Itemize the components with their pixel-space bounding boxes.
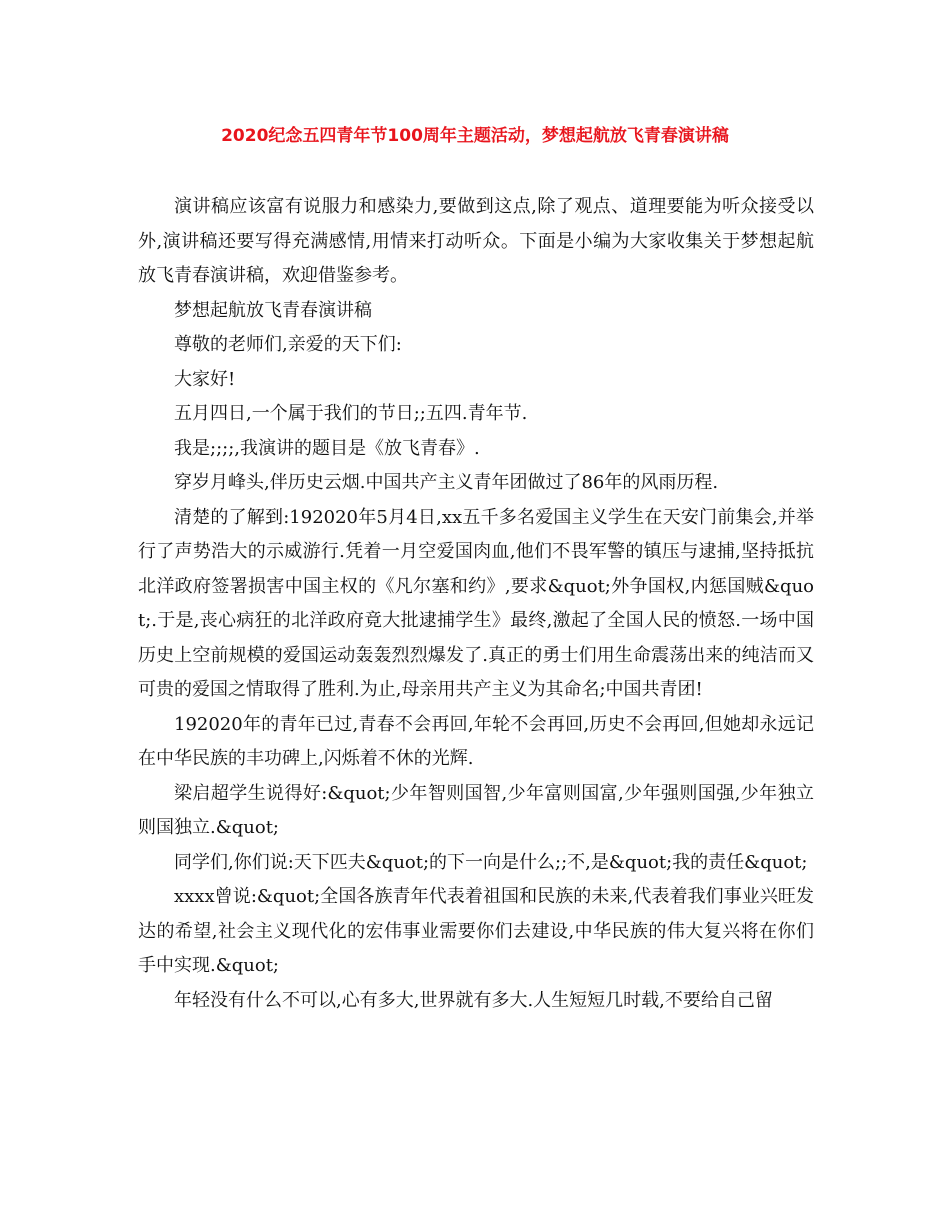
paragraph-quote: xxxx曾说:&quot;全国各族青年代表着祖国和民族的未来,代表着我们事业兴旺发达的希望,社会主义现代化的宏伟事业需要你们去建设,中华民族的伟大复兴将在你们手中实现.&quot; [138,886,814,976]
paragraph-may-fourth: 五月四日,一个属于我们的节日;;五四.青年节. [174,403,528,424]
paragraph-speech-topic: 我是;;;;,我演讲的题目是《放飞青春》. [174,437,480,459]
document-body [138,190,814,1018]
paragraph-liang-qichao: 梁启超学生说得好:&quot;少年智则国智,少年富则国富,少年强则国强,少年独立则国独立.&quot; [138,782,814,838]
paragraph-1919-movement: 清楚的了解到:192020年5月4日,xx五千多名爱国主义学生在天安门前集会,并举行了声势浩大的示威游行.凭着一月空爱国肉血,他们不畏军警的镇压与逮捕,坚持抵抗北洋政府签署损害中国主权的《凡尔塞和约》,要求&quot;外争国权,内惩国贼&quot;.于是,丧心病狂的北洋政府竟大批逮捕学生》最终,激起了全国人民的愤怒.一场中国历史上空前规模的爱国运动轰轰烈烈爆发了.真正的勇士们用生命震荡出来的纯洁而又可贵的爱国之情取得了胜利.为止,母亲用共产主义为其命名;中国共青团! [138,506,814,700]
document-title: 2020纪念五四青年节100周年主题活动，梦想起航放飞青春演讲稿 [221,126,729,146]
paragraph-history: 穿岁月峰头,伴历史云烟.中国共产主义青年团做过了86年的风雨历程. [174,472,719,493]
paragraph-hello: 大家好! [174,368,236,390]
paragraph-subtitle: 梦想起航放飞青春演讲稿 [174,299,372,321]
paragraph-classmates: 同学们,你们说:天下匹夫&quot;的下一向是什么;;不,是&quot;我的责任&quot; [174,851,808,873]
paragraph-intro: 演讲稿应该富有说服力和感染力,要做到这点,除了观点、道理要能为听众接受以外,演讲稿还要写得充满感情,用情来打动听众。下面是小编为大家收集关于梦想起航放飞青春演讲稿，欢迎借鉴参考。 [138,196,814,286]
paragraph-young: 年轻没有什么不可以,心有多大,世界就有多大.人生短短几时载,不要给自己留 [174,989,773,1011]
paragraph-greeting-teachers: 尊敬的老师们,亲爱的天下们: [174,334,402,355]
paragraph-youth-past: 192020年的青年已过,青春不会再回,年轮不会再回,历史不会再回,但她却永远记在中华民族的丰功碑上,闪烁着不休的光辉. [138,713,814,769]
